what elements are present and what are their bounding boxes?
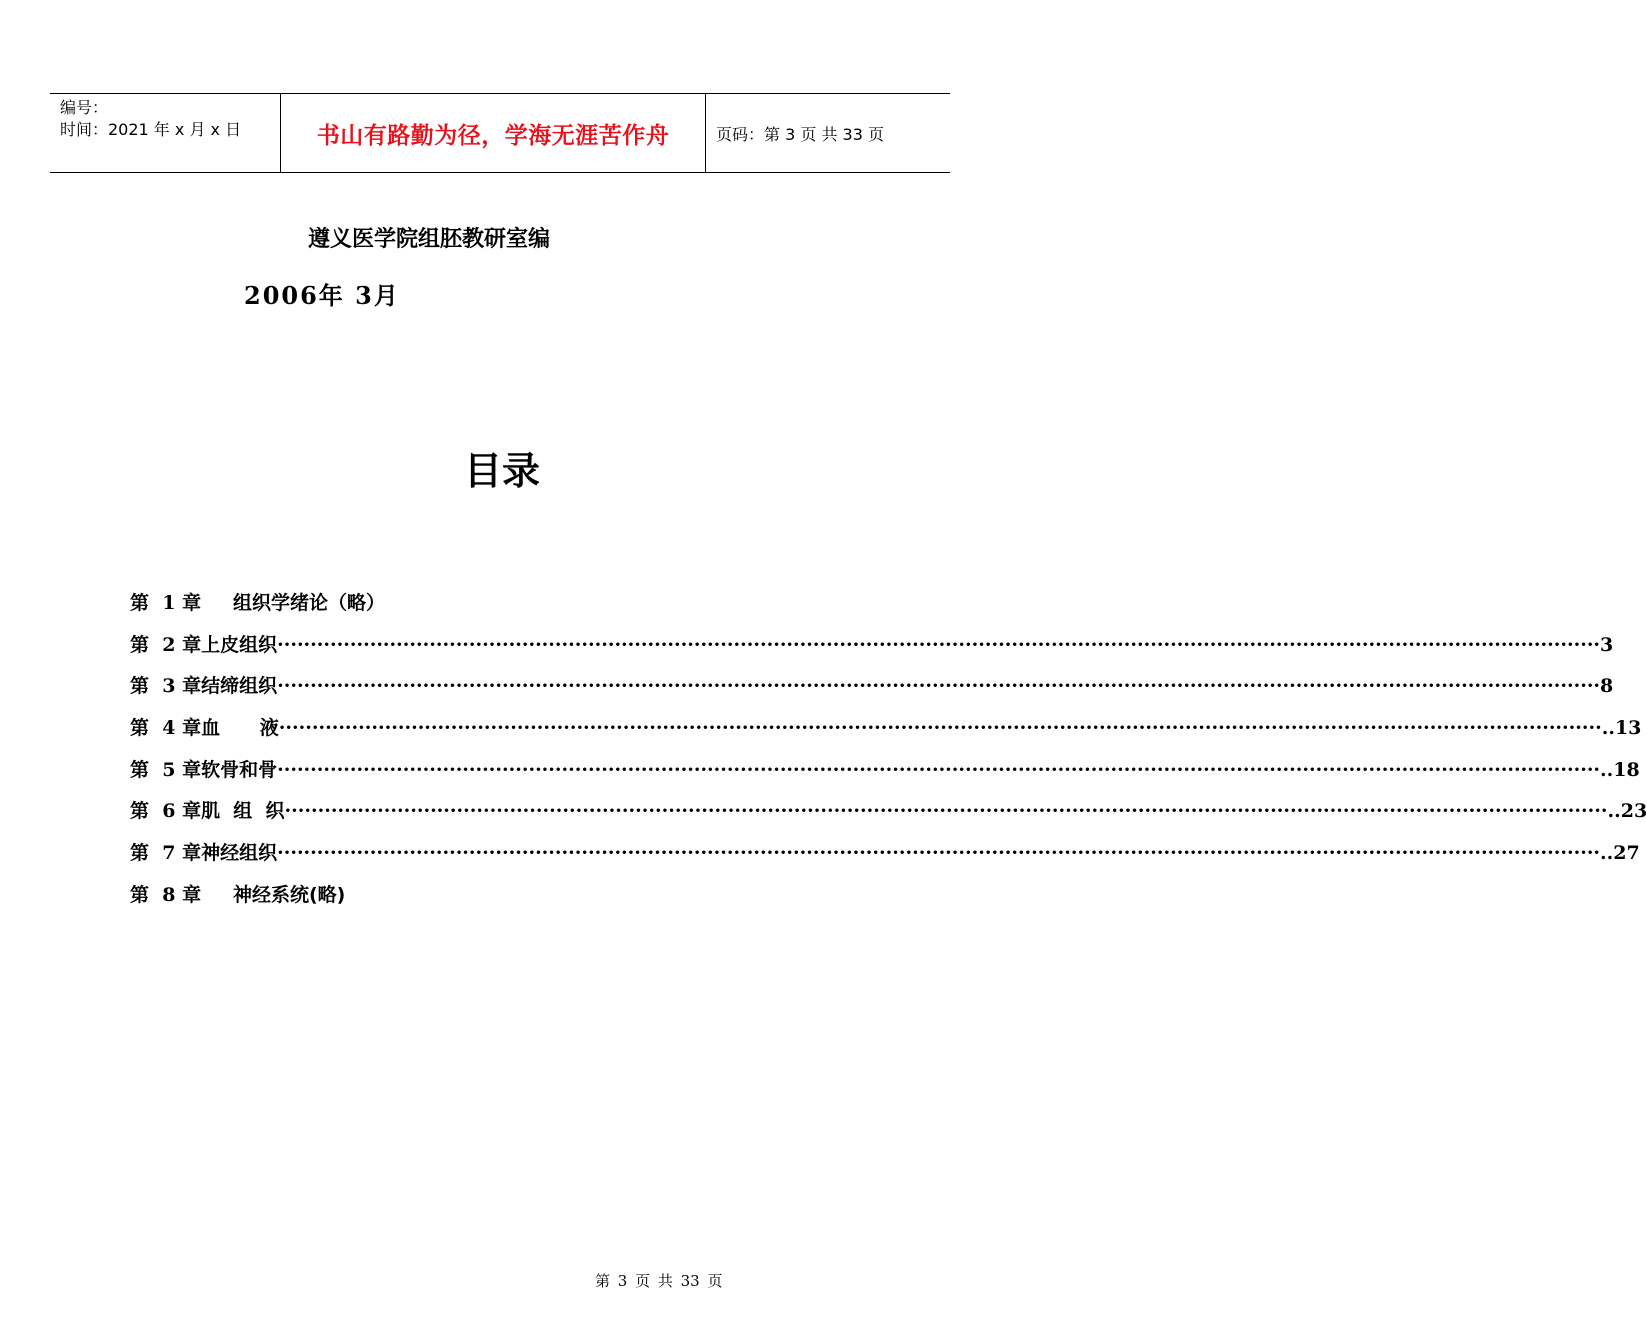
toc-chapter-number: 第 4 章 bbox=[130, 717, 202, 740]
document-time-label: 时间：2021 年 x 月 x 日 bbox=[60, 120, 242, 139]
toc-dot-leader: ········································································································································································································ bbox=[277, 758, 1601, 781]
header-page-info-cell bbox=[706, 94, 950, 172]
toc-chapter-title: 软骨和骨 bbox=[201, 758, 278, 781]
header-motto-cell bbox=[280, 94, 706, 172]
document-number-label: 编号： bbox=[60, 98, 109, 117]
toc-chapter-number: 第 7 章 bbox=[130, 842, 202, 865]
publication-date: 2006年 3月 bbox=[244, 281, 400, 310]
toc-chapter-number: 第 3 章 bbox=[130, 675, 202, 698]
toc-chapter-title: 组织学绪论（略） bbox=[233, 592, 386, 614]
toc-dot-leader: ········································································································································································································ bbox=[277, 675, 1601, 698]
toc-chapter-title: 肌 组 织 bbox=[201, 800, 285, 823]
toc-page-number: ..23 bbox=[1607, 800, 1647, 823]
toc-dot-leader: ········································································································································································································ bbox=[277, 633, 1601, 656]
toc-page-number: ..27 bbox=[1600, 842, 1640, 865]
toc-chapter-number: 第 8 章 bbox=[130, 883, 202, 906]
table-of-contents bbox=[130, 588, 1647, 922]
toc-entry[interactable] bbox=[130, 630, 1614, 672]
toc-dot-leader: ········································································································································································································ bbox=[277, 842, 1601, 865]
toc-dot-leader: ········································································································································································································ bbox=[284, 800, 1608, 823]
toc-chapter-title: 上皮组织 bbox=[201, 633, 278, 656]
page-footer: 第 3 页 共 33 页 bbox=[595, 1272, 723, 1290]
toc-entry[interactable] bbox=[130, 755, 1640, 797]
toc-page-number: 8 bbox=[1600, 675, 1614, 698]
page-header bbox=[50, 93, 950, 173]
toc-chapter-title: 神经系统(略) bbox=[233, 883, 346, 906]
toc-page-number: ..13 bbox=[1601, 717, 1642, 740]
toc-entry[interactable] bbox=[130, 880, 812, 922]
toc-entry[interactable] bbox=[130, 838, 1640, 880]
toc-entry[interactable] bbox=[130, 588, 812, 630]
toc-entry[interactable] bbox=[130, 671, 1614, 713]
toc-chapter-number: 第 6 章 bbox=[130, 800, 202, 823]
toc-chapter-title: 血 液 bbox=[201, 717, 279, 740]
toc-page-number: 3 bbox=[1600, 633, 1614, 656]
toc-entry[interactable] bbox=[130, 713, 1642, 755]
header-motto: 书山有路勤为径，学海无涯苦作舟 bbox=[316, 122, 670, 149]
toc-dot-leader: ········································································································································································································ bbox=[278, 717, 1602, 740]
toc-title: 目录 bbox=[464, 449, 541, 493]
toc-chapter-number: 第 5 章 bbox=[130, 758, 202, 781]
toc-page-number: ..18 bbox=[1600, 758, 1640, 781]
toc-entry[interactable] bbox=[130, 796, 1647, 838]
header-page-info: 页码：第 3 页 共 33 页 bbox=[716, 124, 884, 144]
toc-chapter-number: 第 2 章 bbox=[130, 633, 202, 656]
header-meta bbox=[50, 94, 280, 172]
editor-line: 遵义医学院组胚教研室编 bbox=[308, 227, 551, 252]
toc-chapter-title: 结缔组织 bbox=[201, 675, 278, 698]
toc-chapter-number: 第 1 章 bbox=[130, 592, 202, 614]
toc-chapter-title: 神经组织 bbox=[201, 842, 278, 865]
